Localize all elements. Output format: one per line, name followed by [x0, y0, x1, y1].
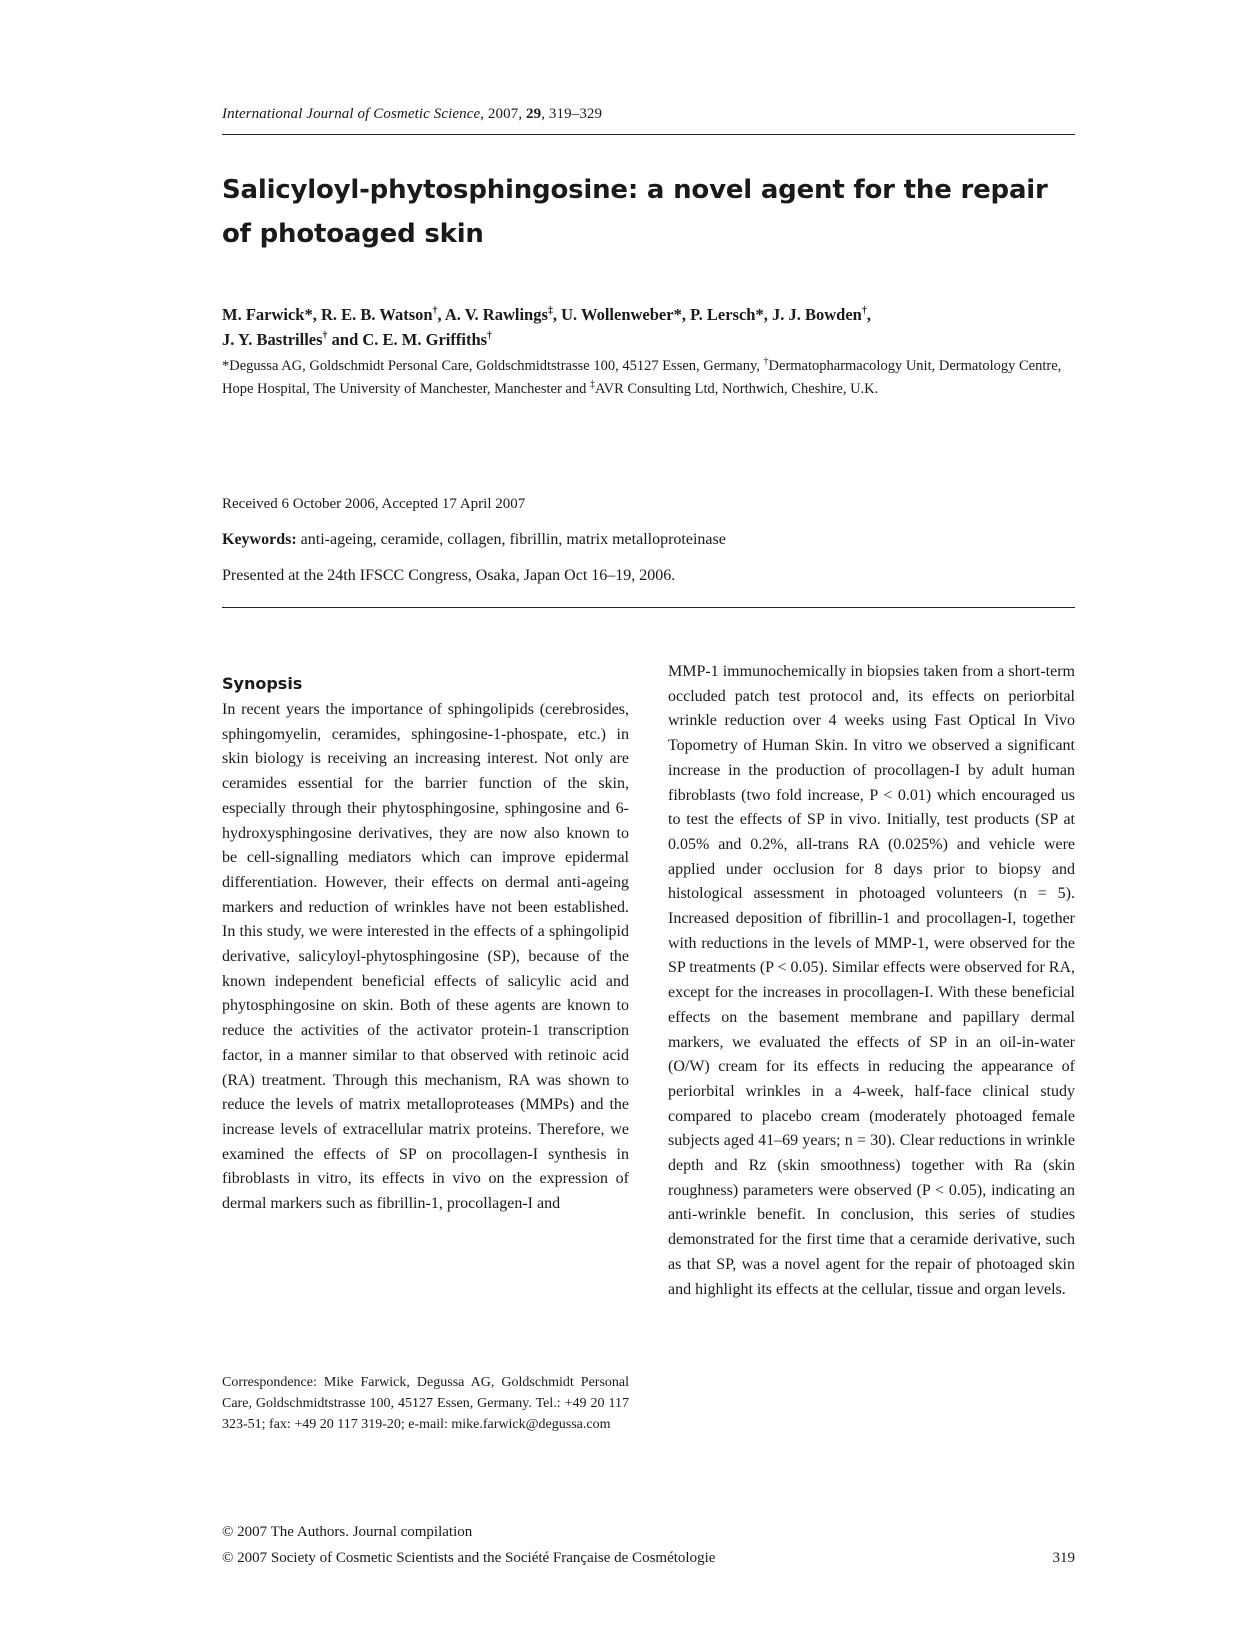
- dagger-mark: †: [487, 330, 493, 342]
- keywords: [222, 531, 726, 549]
- synopsis-left-column: [222, 690, 629, 1217]
- header-rule: [222, 134, 1075, 135]
- received-dates: Received 6 October 2006, Accepted 17 April 2007: [222, 496, 526, 512]
- synopsis-paragraph-2: MMP-1 immunochemically in biopsies taken from a short-term occluded patch test protocol and, its effects on periorbital wrinkle reduction over 4 weeks using Fast Optical In Vivo Topometry of Human Skin. In vitro we observed a significant increase in the production of procollagen-I by adult human fibroblasts (two fold increase, P < 0.01) which encouraged us to test the effects of SP in vivo. Initially, test products (SP at 0.05% and 0.2%, all-trans RA (0.025%) and vehicle were applied under occlusion for 8 days prior to biopsy and histological assessment in photoaged volunteers (n = 5). Increased deposition of fibrillin-1 and procollagen-I, together with reductions in the levels of MMP-1, were observed for the SP treatments (P < 0.05). Similar effects were observed for RA, except for the increases in procollagen-I. With these beneficial effects on the basement membrane and papillary dermal markers, we evaluated the effects of SP in an oil-in-water (O/W) cream for its effects in reducing the appearance of periorbital wrinkles in a 4-week, half-face clinical study compared to placebo cream (moderately photoaged female subjects aged 41–69 years; n = 30). Clear reductions in wrinkle depth and Rz (skin smoothness) together with Ra (skin roughness) parameters were observed (P < 0.05), indicating an anti-wrinkle benefit. In conclusion, this series of studies demonstrated for the first time that a ceramide derivative, such as that SP, was a novel agent for the repair of photoaged skin and highlight its effects at the cellular, tissue and organ levels.: [668, 663, 1076, 1298]
- author-list: [222, 302, 1075, 352]
- author-text: and C. E. M. Griffiths: [327, 330, 488, 349]
- affiliation-text: Dermatopharmacology Unit, Dermatology Centre, Hope Hospital, The University of Manchester, Manchester and: [222, 358, 1062, 397]
- keywords-label: Keywords:: [222, 531, 297, 548]
- double-dagger-mark: ‡: [590, 379, 595, 391]
- journal-pages: , 319–329: [541, 106, 603, 122]
- synopsis-paragraph-1: In recent years the importance of sphingolipids (cerebrosides, sphingomyelin, ceramides, sphingosine-1-phospate, etc.) in skin biology is receiving an increasing interest. Not only are ceramides essential for the barrier function of the skin, especially through their phytosphingosine, sphingosine and 6-hydroxysphingosine derivatives, they are now also known to be cell-signalling mediators which can improve epidermal differentiation. However, their effects on dermal anti-ageing markers and reduction of wrinkles have not been established. In this study, we were interested in the effects of a sphingolipid derivative, salicyloyl-phytosphingosine (SP), because of the known independent beneficial effects of salicylic acid and phytosphingosine on skin. Both of these agents are known to reduce the activities of the activator protein-1 transcription factor, in a manner similar to that observed with retinoic acid (RA) treatment. Through this mechanism, RA was shown to reduce the levels of matrix metalloproteases (MMPs) and the increase levels of extracellular matrix proteins. Therefore, we examined the effects of SP on procollagen-I synthesis in fibroblasts in vitro, its effects in vivo on the expression of dermal markers such as fibrillin-1, procollagen-I and: [222, 701, 629, 1213]
- journal-name: International Journal of Cosmetic Science: [222, 106, 481, 122]
- dagger-mark: †: [861, 305, 867, 317]
- affiliations: [222, 355, 1075, 401]
- affiliation-text: AVR Consulting Ltd, Northwich, Cheshire, U.K.: [595, 381, 879, 397]
- journal-citation: [222, 106, 602, 123]
- copyright-line-1: © 2007 The Authors. Journal compilation: [222, 1524, 473, 1540]
- author-text: ,: [866, 305, 871, 324]
- journal-volume: 29: [526, 106, 542, 122]
- paper-title: Salicyloyl-phytosphingosine: a novel agent for the repair of photoaged skin: [222, 175, 1048, 249]
- journal-year: , 2007,: [480, 106, 527, 122]
- correspondence-note: Correspondence: Mike Farwick, Degussa AG, Goldschmidt Personal Care, Goldschmidtstrasse 100, 45127 Essen, Germany. Tel.: +49 20 117 323-51; fax: +49 20 117 319-20; e-mail: mike.farwick@degussa.com: [222, 1375, 629, 1432]
- double-dagger-mark: ‡: [547, 305, 553, 317]
- author-text: M. Farwick*, R. E. B. Watson: [222, 305, 433, 324]
- dagger-mark: †: [763, 356, 769, 368]
- page-number: 319: [1052, 1550, 1075, 1566]
- affiliation-text: *Degussa AG, Goldschmidt Personal Care, Goldschmidtstrasse 100, 45127 Essen, Germany,: [222, 358, 764, 374]
- keywords-list: anti-ageing, ceramide, collagen, fibrillin, matrix metalloproteinase: [296, 531, 726, 548]
- dagger-mark: †: [432, 305, 438, 317]
- section-rule: [222, 607, 1075, 608]
- author-text: J. Y. Bastrilles: [222, 330, 323, 349]
- dagger-mark: †: [322, 330, 328, 342]
- synopsis-right-column: [668, 660, 1075, 1302]
- author-text: , A. V. Rawlings: [437, 305, 548, 324]
- copyright-line-2: © 2007 Society of Cosmetic Scientists and the Société Française de Cosmétologie: [222, 1550, 716, 1566]
- synopsis-heading: Synopsis: [222, 674, 303, 693]
- presented-note: Presented at the 24th IFSCC Congress, Osaka, Japan Oct 16–19, 2006.: [222, 567, 676, 584]
- author-text: , U. Wollenweber*, P. Lersch*, J. J. Bowden: [552, 305, 862, 324]
